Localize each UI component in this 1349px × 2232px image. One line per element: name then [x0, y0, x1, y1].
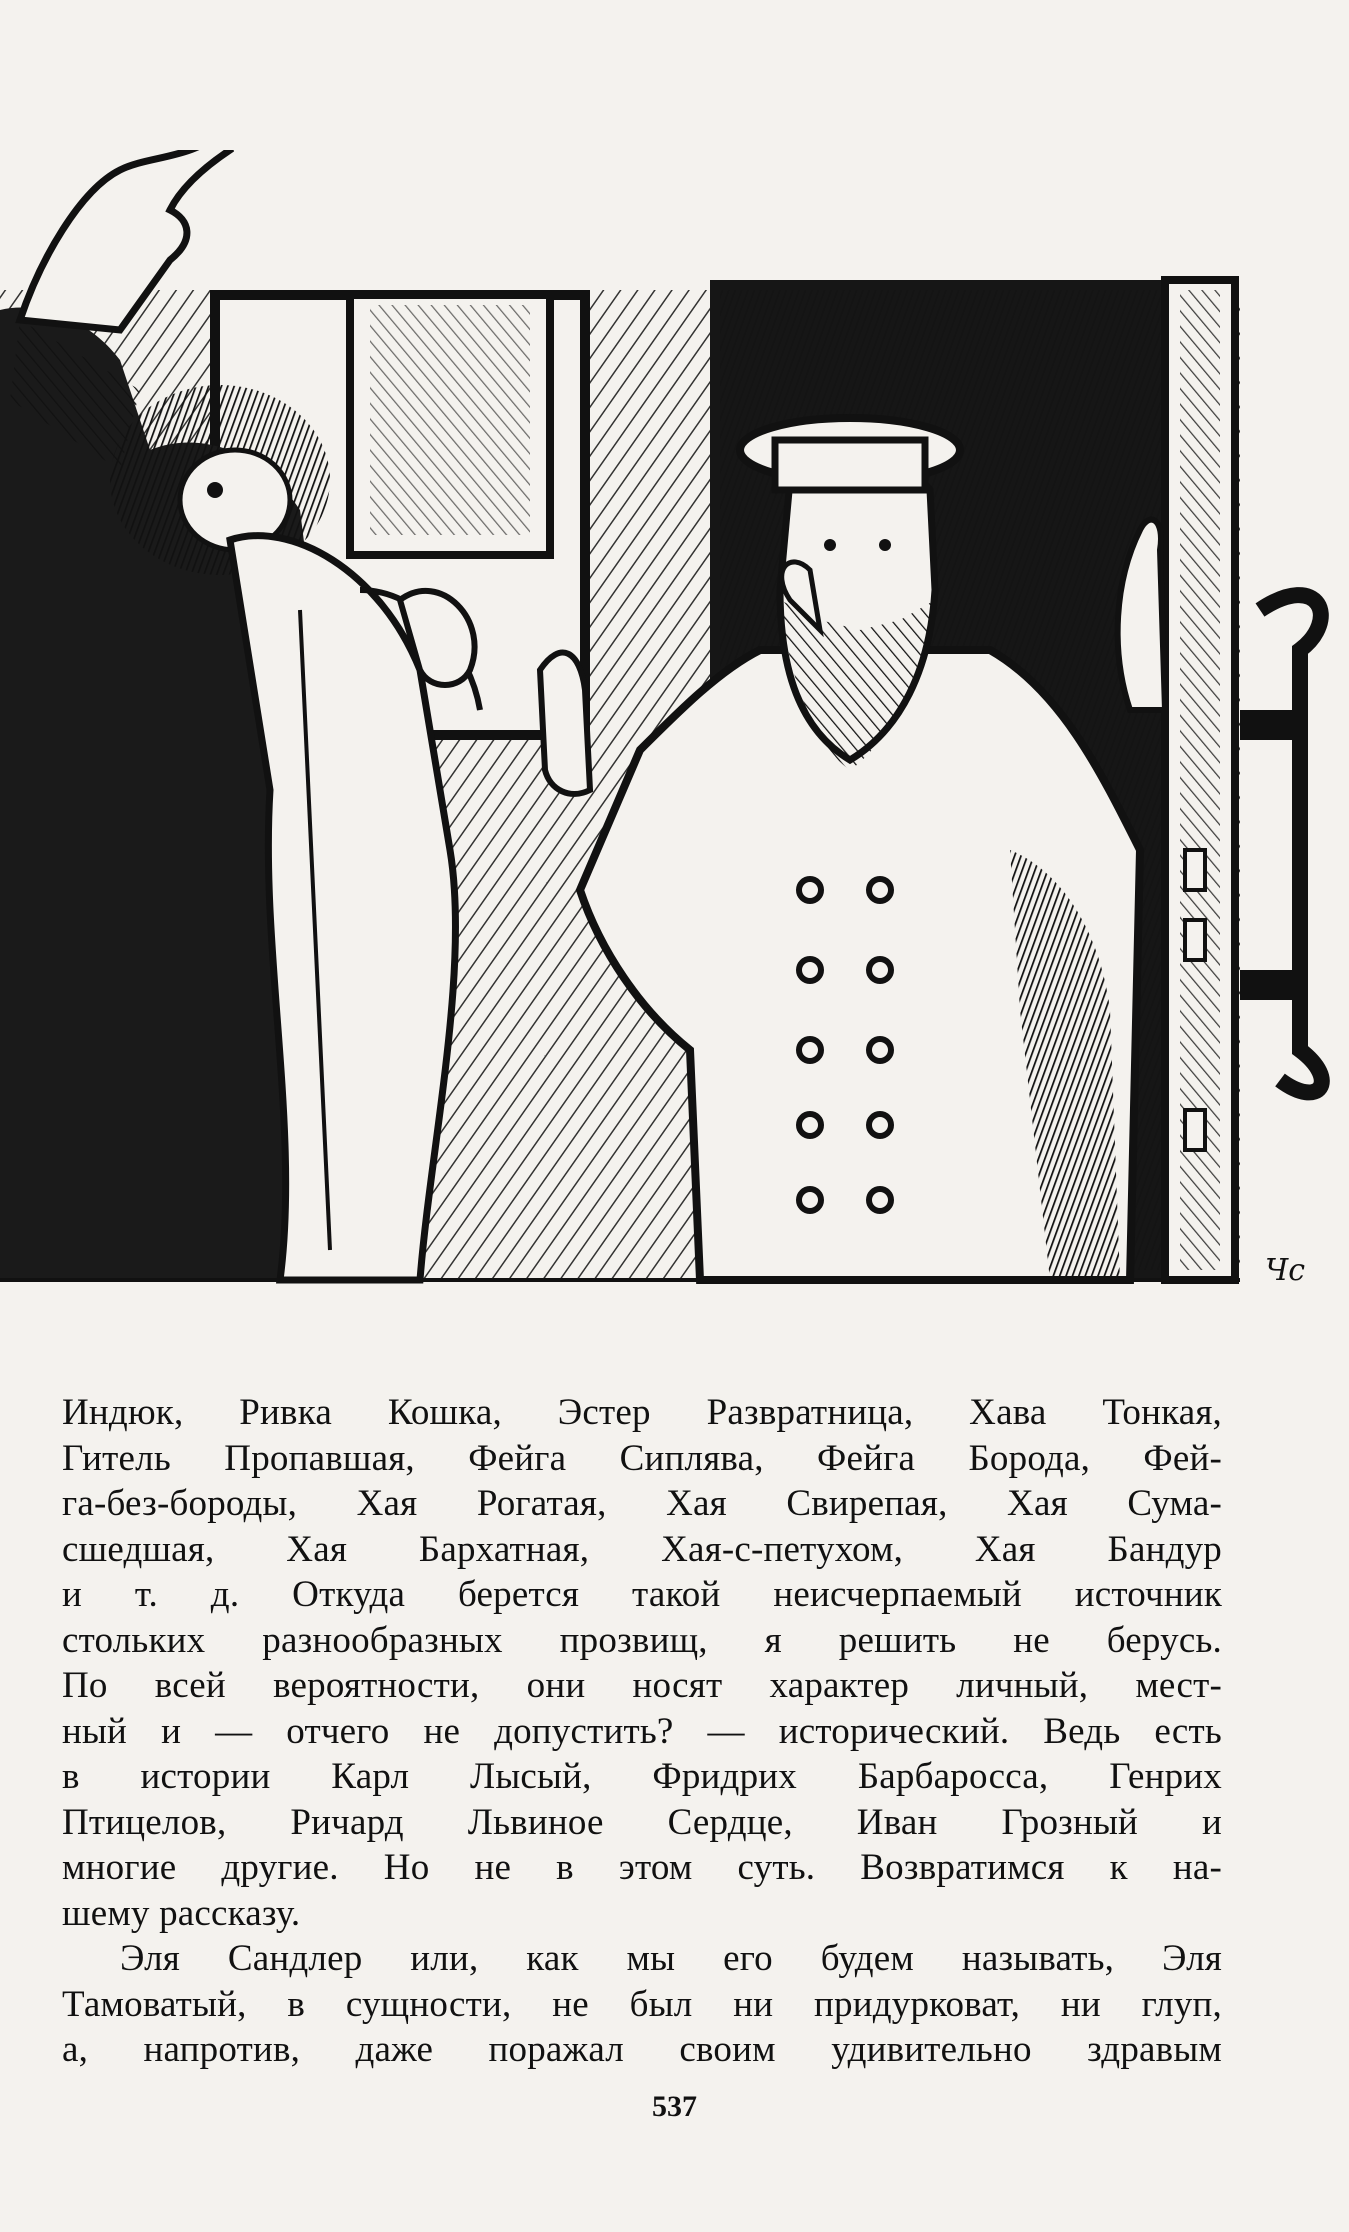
text-line: стольких разнообразных прозвищ, я решить не берусь. — [62, 1619, 1222, 1661]
engraving-illustration-icon — [0, 150, 1349, 1300]
text-line: многие другие. Но не в этом суть. Возвратимся к на- — [62, 1847, 1222, 1888]
text-line: ный и — отчего не допустить? — исторический. Ведь есть — [62, 1710, 1222, 1752]
text-line: шему рассказу. — [62, 1892, 301, 1934]
text-line: а, напротив, даже поражал своим удивительно здравым — [62, 2029, 1222, 2070]
body-text — [62, 1390, 1222, 2073]
text-line: Гитель Пропавшая, Фейга Сиплява, Фейга Борода, Фей- — [62, 1437, 1222, 1479]
text-line: Индюк, Ривка Кошка, Эстер Развратница, Хава Тонкая, — [62, 1392, 1222, 1433]
text-line: в истории Карл Лысый, Фридрих Барбаросса, Генрих — [62, 1756, 1222, 1797]
text-line: сшедшая, Хая Бархатная, Хая-с-петухом, Хая Бандур — [62, 1528, 1222, 1570]
text-line: и т. д. Откуда берется такой неисчерпаемый источник — [62, 1574, 1222, 1615]
text-line: Эля Сандлер или, как мы его будем называть, Эля — [120, 1938, 1222, 1979]
page-number: 537 — [652, 2090, 697, 2123]
illustration — [0, 150, 1349, 1300]
text-line: Птицелов, Ричард Львиное Сердце, Иван Грозный и — [62, 1801, 1222, 1843]
artist-signature: Чс — [1265, 1253, 1305, 1288]
text-line: га-без-бороды, Хая Рогатая, Хая Свирепая, Хая Сума- — [62, 1483, 1222, 1524]
text-line: По всей вероятности, они носят характер личный, мест- — [62, 1665, 1222, 1706]
text-line: Тамоватый, в сущности, не был ни придурковат, ни глуп, — [62, 1983, 1222, 2025]
